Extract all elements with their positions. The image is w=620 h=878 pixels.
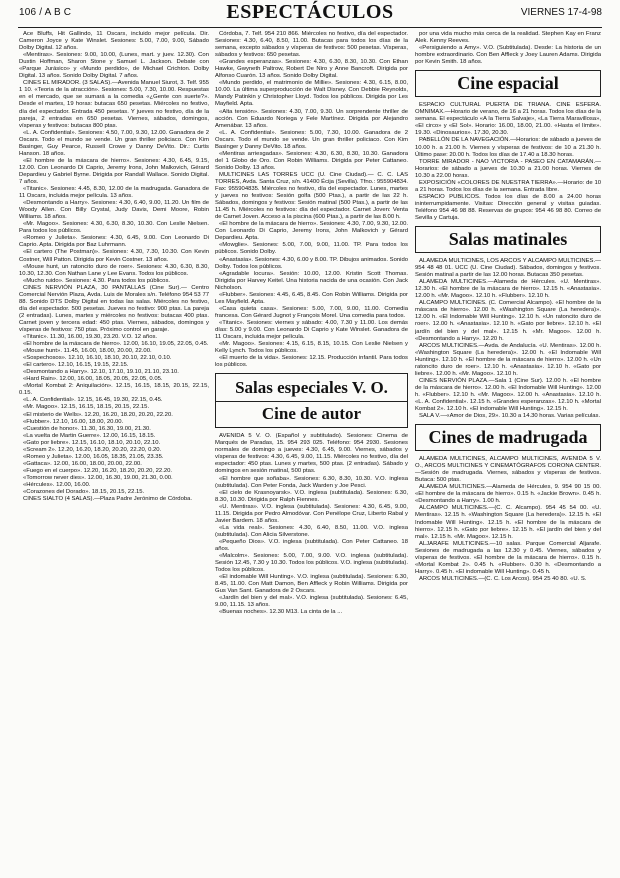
- listing-paragraph: «Desmontando a Harry». Sesiones: 4.30, 6.40, 9.00, 11.20. Un film de Woody Allen. Con Billy Crystal, Judy Davis, Demi Moore, Robin Williams. 18 años.: [19, 200, 209, 221]
- listing-paragraph: «Mortal Kombat 2: Aniquilación». 12.15, 16.15, 18.15, 20.15, 22.15, 0.15.: [19, 383, 209, 397]
- listing-group-3c: [415, 258, 601, 420]
- listing-paragraph: «Mr. Magoo». Sesiones: 4.30, 6.30, 8.30, 10.30. Con Leslie Nielsen. Para todos los públicos.: [19, 221, 209, 235]
- section-header-madrugada: [415, 424, 601, 451]
- listing-paragraph: «Mowglie». Sesiones: 5.00, 7.00, 9.00, 11.00. TP. Para todos los públicos. Sonido Dolby.: [215, 242, 408, 256]
- listing-paragraph: «Mouse hunt, un ratoncito duro de roer». Sesiones: 4.30, 6.30, 8.30, 10.30, 12.30. Con Nathan Lane y Lee Evans. Todos los públicos.: [19, 263, 209, 277]
- listing-paragraph: CINES SIALTO (4 SALAS).—Plaza Padre Jerónimo de Córdoba.: [23, 496, 193, 503]
- listing-paragraph: «Grandes esperanzas». Sesiones: 4.30, 6.30, 8.30, 10.30. Con Ethan Hawke, Gwyneth Paltrow, Robert De Niro y Anne Bancroft. Dirigida por Alfonso Cuarón. 13 años. Sonido Dolby Digital.: [215, 59, 408, 80]
- listing-paragraph: ESPACIO CULTURAL PUERTA DE TRIANA. CINE ESFERA. OMNIMAX.—Horario de verano, de 16 a 21 horas. Todos los días de la semana. El espectáculo «A la Tierra Salvaje», «La Tierra Maravillosa», «El circo» y «El Sol». Horario: 16.00, 18.00, 21.00. «Hasta el límite». 19.30. «Dinosaurios». 17.30, 20.30.: [415, 102, 601, 137]
- listing-paragraph: «Fuego en el cuerpo». 12.20, 16.20, 18.20, 20.20, 22.20.: [23, 467, 173, 474]
- listing-paragraph: «La vuelta de Martin Guerre». 12.00, 16.15, 18.15.: [23, 432, 156, 439]
- page-header: [0, 0, 620, 30]
- listing-paragraph: «Hércules». 12.00, 16.00.: [23, 482, 91, 488]
- listing-paragraph: «El hombre de la máscara de hierro». Sesiones: 4.30, 7.00, 9.30, 12.00. Con Leonardo Di Caprio, Jeremy Irons, John Malkovich y Gérard Depardieu. Apta.: [215, 221, 408, 242]
- listing-group-1: [19, 31, 209, 503]
- listing-paragraph: «Titanic». Sesiones: 4.45, 8.30, 12.00 de la madrugada. Ganadora de 11 Oscars, incluida mejor película. 13 años.: [19, 186, 209, 200]
- listing-paragraph: «El cielo de Krasnoyarsk». V.O. inglesa (subtitulada). Sesiones: 6.30, 8.30, 10.30. Dirigida por Ralph Fiennes.: [215, 489, 408, 503]
- listing-paragraph: ESPACIO PUBLICOS. Todos los días de 8.00 a 24.00 horas ininterrumpidamente. Visitas: Dirección general y visitas guiadas. Teléfono 954 46 98 88. Reservas de grupos: 954 46 98 80. Correo de Sevilla y Cartuja.: [415, 193, 601, 221]
- column-1: [19, 31, 209, 871]
- listing-paragraph: «Persiguiendo a Amy». V.O. (Subtitulada). Desde: La historia de un hombre extraordinario. Con Ben Affleck y Joey Lauren Adams. Dirigida por Kevin Smith. 18 años.: [415, 45, 601, 66]
- listing-paragraph: AVENIDA 5 V. O. (Español y subtitulado). Sesiones: Cinema de Marqués de Paradas, 15. 954 293 025. Teléfono: 954 2930. Sesiones normales de domingo a jueves: 4.30, 6.45, 9.00. Viernes, sábados y vísperas de festivos: 4.30, 6.45, 9.00, 11.15. Miércoles no festivo, día del espectador: 450 ptas. Lunes y martes, 500 ptas. (2 entradas). Sábado y domingos en sesión matinal, 500 ptas.: [215, 433, 408, 475]
- header-rule: [18, 27, 602, 28]
- section-header-matinales: [415, 226, 601, 253]
- listing-paragraph: «Titanic». 11.30, 16.00, 19.30, 23.20. V.O. 12 años.: [23, 334, 158, 341]
- listing-paragraph: ALAMEDA MULTICINES.—Alameda de Hércules. «U. Mentiras». 12.30 h. «El hombre de la máscara de hierro». 12.15 h. «Anastasia». 12.00 h. «Mr. Magoo». 12.10 h. «Flubber». 12.10 h.: [415, 279, 601, 300]
- listing-paragraph: «Agradable locura». Sesión: 10.00, 12.00. Kristin Scott Thomas. Dirigida por Harvey Keitel. Una historia nacida de una ocasión. Con Jack Nicholson.: [215, 270, 408, 291]
- listing-paragraph: «L. A. Confidential». 12.15, 16.45, 19.30, 22.15, 0.45.: [23, 397, 163, 404]
- listing-group-2b: [215, 433, 408, 616]
- listing-paragraph: «Mr. Magoo». Sesiones: 4.15, 6.15, 8.15, 10.15. Con Leslie Nielsen y Kelly Lynch. Todos los públicos.: [215, 341, 408, 355]
- listing-paragraph: ALAMEDA MULTICINES.—Alameda de Hércules, 9. 954 90 15 00. «El hombre de la máscara de hierro». 0.15 h. «Jackie Brown». 0.45 h. «Desmontando a Harry». 1.00 h.: [415, 484, 601, 505]
- listing-paragraph: ALJARAFE MULTICINES.—10 salas. Parque Comercial Aljarafe. Sesiones de madrugada a las 12.30 y 0.45. Viernes, sábados y vísperas de festivos. «El hombre de la máscara de hierro». 0.15 h. «Mortal Kombat 2». 0.45 h. «Flubber». 0.30 h. «Desmontando a Harry». 0.45 h. «El indomable Will Hunting». 0.45 h.: [415, 540, 601, 575]
- listing-paragraph: ARCOS MULTICINES.—Avda. de Andalucía. «U. Mentiras». 12.00 h. «Washington Square (La heredera)». 12.00 h. «El Indomable Will Hunting». 12.10 h. «El hombre de la máscara de hierro». 12.00 h. «Un ratoncito duro de roer». 12.10 h. «Anastasia». 12.10 h. «Gato por liebre». 12.00 h. «Mr. Magoo». 12.10 h.: [415, 342, 601, 377]
- listing-paragraph: «La vida real». Sesiones: 4.30, 6.40, 8.50, 11.00. V.O. inglesa (subtitulada). Con Alicia Silverstone.: [215, 524, 408, 538]
- listing-paragraph: «L. A. Confidential». Sesiones: 5.00, 7.30, 10.00. Ganadora de 2 Oscars. Todo el mundo se vende. Un gran thriller policiaco. Con Kim Basinger y Danny DeVito. 18 años.: [215, 129, 408, 150]
- listing-paragraph: «Hard Rain». 12.00, 16.00, 18.05, 20.05, 22.05, 0.05.: [23, 376, 163, 383]
- listing-paragraph: SALA V.—«Amor de Dios, 29». 10.30 a 14.30 horas. Varias películas.: [419, 413, 601, 420]
- listing-paragraph: «Scream 2». 12.20, 16.20, 18.20, 20.20, 22.20, 0.20.: [23, 446, 162, 453]
- listing-paragraph: «Casa quieta casa». Sesiones: 5.00, 7.00, 9.00, 11.00. Comedia francesa. Con Gérard Jugnot y François Morel. Una comedia para todos.: [215, 305, 408, 319]
- section-title: ESPECTÁCULOS: [226, 1, 394, 23]
- listing-paragraph: «El indomable Will Hunting». V.O. inglesa (subtitulada). Sesiones: 6.30, 8.45, 11.00. Con Matt Damon, Ben Affleck y Robin Williams. Dirigida por Gus Van Sant. Ganadora de 2 Oscars.: [215, 574, 408, 595]
- listing-paragraph: «Mucho ruido». Sesiones: 4.30. Para todos los públicos.: [23, 277, 171, 284]
- listing-paragraph: ALAMEDA MULTICINES, LOS ARCOS Y ALCAMPO MULTICINES.—954 48 48 01. UCC (U. Cine Ciudad). Sábados, domingos y festivos. Sesión matinal a partir de las 12.00 horas. Butacas 350 pesetas.: [415, 258, 601, 279]
- listing-group-3a: [415, 31, 601, 66]
- section-header-vo: [215, 373, 408, 428]
- listing-paragraph: PABELLÓN DE LA NAVEGACIÓN.—Horarios: de sábado a jueves de 10.00 h. a 21.00 h. Viernes y vísperas de festivos: de 10 a 21.30 h. Último pase: 20.00 h. Todos los días de 17.40 a 18.30 horas.: [415, 137, 601, 158]
- listing-paragraph: «Pequeño Dios». V.O. inglesa (subtitulada). Con Peter Cattaneo. 18 años.: [215, 538, 408, 552]
- listing-group-3d: [415, 456, 601, 583]
- listing-paragraph: «Mentiras arriesgadas». Sesiones: 4.30, 6.30, 8.30, 10.30. Ganadora del 1 Globo de Oro. Con Robin Williams. Dirigida por Peter Cattaneo. Sonido Dolby. 13 años.: [215, 150, 408, 171]
- listing-paragraph: «El misterio de Wells». 12.20, 16.20, 18.20, 20.20, 22.20.: [23, 411, 173, 418]
- section-title-madrugada: Cines de madrugada: [428, 427, 588, 448]
- listing-paragraph: «Mouse hunt». 11.45, 16.00, 18.00, 20.00, 22.00.: [23, 348, 152, 355]
- listing-paragraph: «El hombre que soñaba». Sesiones: 6.30, 8.30, 10.30. V.O. inglesa (subtitulada). Con Peter Fonda, Jack Warden y Joe Pesci.: [215, 475, 408, 489]
- listing-paragraph: «El hombre de la máscara de hierro». 12.00, 16.10, 19.05, 22.05, 0.45.: [23, 341, 209, 348]
- section-title-autor: Cine de autor: [216, 401, 407, 423]
- listing-paragraph: «Tomorrow never dies». 12.00, 16.30, 19.00, 21.30, 0.00.: [23, 474, 173, 481]
- section-title-vo: Salas especiales V. O.: [235, 378, 388, 398]
- column-3: [415, 31, 601, 871]
- listing-paragraph: «Romeo y Julieta». 12.00, 16.05, 18.35, 21.05, 23.35.: [23, 453, 164, 460]
- listing-paragraph: CINES NERVIÓN PLAZA, 30 PANTALLAS (Cine Sur).— Centro Comercial Nervión Plaza, Avda. Luis de Morales s/n. Teléfono 954 53 77 88. Sonido DTS Dolby Digital en todas las salas. Miércoles no festivo, día del espectador. 500 pesetas. Jueves no festivo: 900 ptas. La pareja (2 entradas). Lunes, martes y miércoles no festivos: butacas 400 ptas. Carnet joven y tercera edad: 450 ptas. Viernes, sábados, domingos y vísperas de festivos: 750 ptas. Próximo control en garaje.: [19, 284, 209, 333]
- listing-paragraph: «Romeo y Julieta». Sesiones: 4.30, 6.45, 9.00. Con Leonardo Di Caprio. Apta. Dirigida por Baz Luhrmann.: [19, 235, 209, 249]
- listing-paragraph: ALCAMPO MULTICINES. (C. Comercial Alcampo). «El hombre de la máscara de hierro». 12.00 h. «Washington Square (La heredera)». 12.00 h. «El Indomable Will Hunting». 12.10 h. «Un ratoncito duro de roer». 12.00 h. «Anastasia». 12.10 h. «Gato por liebre». 12.10 h. «El jardín del bien y del mal». 12.15 h. «Mr. Magoo». 12.00 h. «Desmontando a Harry». 12.20 h.: [415, 300, 601, 342]
- listing-paragraph: por una vida mucho más cerca de la realidad. Stephen Kay en Franz Alek. Kenny Reeves.: [415, 31, 601, 45]
- listing-paragraph: «Titanic». Sesiones: viernes y sábado: 4.00, 7.30 y 11.00. Los demás días: 5.00 y 9.00. Con Leonardo Di Caprio y Kate Winslet. Ganadora de 11 Oscars, incluida mejor película.: [215, 319, 408, 341]
- listing-paragraph: «Alta tensión». Sesiones: 4.30, 7.00, 9.30. Un sorprendente thriller de acción. Con Eduardo Noriega y Fele Martínez. Dirigida por Alejandro Amenábar. 13 años.: [215, 108, 408, 129]
- listing-paragraph: «Mundo perdido, el matrimonio de Millie». Sesiones: 4.30, 6.15, 8.00, 10.00. La última superproducción de Walt Disney. Con Debbie Reynolds, Mandy Patinkin y Christopher Lloyd. Todos los públicos. Dirigida por Les Mayfield. Apta.: [215, 80, 408, 108]
- listing-paragraph: «Flubber». Sesiones: 4.45, 6.45, 8.45. Con Robin Williams. Dirigida por Les Mayfield. Apta.: [215, 291, 408, 305]
- section-title-matinales: Salas matinales: [448, 229, 568, 250]
- listing-paragraph: ALCAMPO MULTICINES.—(C. C. Alcampo). 954 45 54 00. «U. Mentiras». 12.15 h. «Washington Square (La heredera)». 12.15 h. «El Indomable Will Hunting». 12.15 h. «El hombre de la máscara de hierro». 12.15 h. «Gato por liebre». 12.15 h. «El jardín del bien y del mal». 12.15 h. «Mr. Magoo». 12.15 h.: [415, 505, 601, 540]
- listing-paragraph: «El hombre de la máscara de hierro». Sesiones: 4.30, 6.45, 9.15, 12.00. Con Leonardo Di Caprio, Jeremy Irons, John Malkovich, Gérard Depardieu y Gabriel Byrne. Dirigida por Randall Wallace. Sonido Digital. 7 años.: [19, 157, 209, 185]
- listing-paragraph: ARCOS MULTICINES.—(C. C. Los Arcos). 954 25 40 80. «U. S.: [419, 575, 587, 582]
- listing-paragraph: EXPOSICIÓN «COLORES DE NUESTRA TIERRA».—Horario: de 10 a 21 horas. Todos los días de la semana. Entrada libre.: [415, 179, 601, 193]
- listing-paragraph: «Desmontando a Harry». 12.10, 17.10, 19.10, 21.10, 23.10.: [23, 369, 179, 376]
- listing-group-3b: [415, 102, 601, 222]
- listing-paragraph: «Mentiras». Sesiones: 9.00, 10.00, (Lunes, mart. y juev. 12.30). Con Dustin Hoffman, Sharon Stone y Samuel L. Jackson. Debate con «Parque Jurásico» y «Mundo perdido», de Michael Crichton. Dolby Digital. 13 años. Sonido Dolby Digital. 7 años.: [19, 52, 209, 80]
- listing-paragraph: «Flubber». 12.10, 16.00, 18.00, 20.00.: [23, 418, 124, 425]
- section-header-espacial: [415, 70, 601, 97]
- listing-paragraph: «Corazones del Dorado». 18.15, 20.15, 22.15.: [23, 489, 145, 496]
- listing-paragraph: «Gato por liebre». 12.15, 16.10, 18.10, 20.10, 22.10.: [23, 439, 161, 446]
- listing-paragraph: Ace Bluffs, Hit Gallindo, 11 Oscars, incluido mejor película. Dir. Cameron Joyce y Kate Winslet. Sesiones: 5.00, 7.00, 9.00, Sábado Dolby Digital. 12 años.: [19, 31, 209, 52]
- listing-paragraph: «Cuestión de honor». 11.30, 16.30, 19.00, 21.30.: [23, 425, 151, 432]
- listing-group-2a: [215, 31, 408, 369]
- listing-paragraph: «Jardín del bien y del mal». V.O. inglesa (subtitulada). Sesiones: 6.45, 9.00, 11.15. 13 años.: [215, 595, 408, 609]
- listing-paragraph: «Anastasia». Sesiones: 4.30, 6.00 y 8.00. TP. Dibujos animados. Sonido Dolby. Todos los públicos.: [215, 256, 408, 270]
- listing-paragraph: «Buenas noches». 12.30 M13. La cinta de la ...: [219, 609, 343, 616]
- column-2: [215, 31, 408, 871]
- listing-paragraph: ALAMEDA MULTICINES, ALCAMPO MULTICINES, AVENIDA 5 V. O., ARCOS MULTICINES Y CINEMATÓGRAFOS CORONA CENTER.—Sesión de madrugada. Viernes, sábados y vísperas de festivos. Butaca: 500 ptas.: [415, 456, 601, 484]
- listing-paragraph: «Sospechosos». 12.10, 16.10, 18.10, 20.10, 22.10, 0.10.: [23, 355, 172, 362]
- listing-paragraph: «El cartero». 12.10, 16.15, 19.15, 22.15.: [23, 362, 129, 369]
- listing-paragraph: CINES EL MIRADOR. (3 SALAS).—Avenida Manuel Siurot, 3. Telf. 955 1 10. «Teoria de la atracción». Sesiones: 5.00, 7.30, 10.00. Respuestas en el mercado, que se sumará a la comedia «¿Gente con suerte?». Desde el martes, 19 horas: butacas 650 pesetas. Miércoles no festivo, día del espectador. Entrada 450 pesetas. Y jueves no festivo, día de la pareja, 2 entradas en 650 pesetas. Viernes, sábados, domingos, vísperas y festivos: butacas 800 ptas.: [19, 80, 209, 129]
- listing-paragraph: Córdoba, 7. Telf. 954 210 866. Miércoles no festivo, día del espectador. Sesiones: 4.30, 6.40, 8.50, 11.00. Butacas para todos los días de la semana, excepto sábados y vísperas de festivos: 500 pesetas. Vísperas, sábados y festivos: 650 pesetas.: [215, 31, 408, 59]
- date-label: VIERNES 17-4-98: [520, 7, 602, 18]
- listing-paragraph: «El cartero (The Postman)». Sesiones: 4.30, 7.30, 10.30. Con Kevin Costner, Will Patton. Dirigida por Kevin Costner. 13 años.: [19, 249, 209, 263]
- listing-paragraph: CINES NERVIÓN PLAZA.—Sala 1 (Cine Sur). 12.00 h. «El hombre de la máscara de hierro». 12.00 h. «El Indomable Will Hunting». 12.00 h. «Flubber». 12.10 h. «Mr. Magoo». 12.00 h. «Anastasia». 12.10 h. «L. A. Confidential». 12.15 h. «Grandes esperanzas». 12.10 h. «Mortal Kombat 2». 12.10 h. «El indomable Will Hunting». 12.15 h.: [415, 377, 601, 413]
- listing-paragraph: MULTICINES LAS TORRES UCC (U. Cine Ciudad).— C. C. LAS TORRES, Avda. Santa Cruz, s/n. 41400 Écija (Sevilla). Tfno.: 955904834. Fax: 955904835. Miércoles no festivo, día del espectador. Lunes, martes y jueves no festivos: Sesión golfa (500 Ptas.), a partir de las 22 h. Sábados, domingos y festivos: Sesión matinal (500 Ptas.), a partir de las 11.45 h. Miércoles no festivos: día del espectador. Carnet Joven: Venta de Carnet Joven. Acceso a la piscina (600 Ptas.), a partir de las 8.00 h.: [215, 171, 408, 221]
- listing-paragraph: «U. Mentiras». V.O. inglesa (subtitulada). Sesiones: 4.30, 6.45, 9.00, 11.15. Dirigida por Pedro Almodóvar. Con Penélope Cruz, Liberto Rabal y Javier Bardem. 18 años.: [215, 503, 408, 524]
- page-label: 106 / A B C: [19, 7, 72, 18]
- listing-paragraph: «Malcolm». Sesiones: 5.00, 7.00, 9.00. V.O. inglesa (subtitulada). Sesión 12.45, 7.30 y 10.30. Todos los públicos. V.O. inglesa (subtitulada). Todos los públicos.: [215, 553, 408, 574]
- listing-paragraph: TORRE MIRADOR - NAO VICTORIA - PASEO EN CATAMARÁN.—Horarios: de sábado a jueves de 10.30 a 21.00 horas. Viernes de 10.30 a 22.00 horas.: [415, 158, 601, 179]
- listing-paragraph: «Gattaca». 12.00, 16.00, 18.00, 20.00, 22.00.: [23, 460, 142, 467]
- section-title-espacial: Cine espacial: [457, 73, 559, 94]
- listing-paragraph: «L. A. Confidential». Sesiones: 4.50, 7.00, 9.30, 12.00. Ganadora de 2 Oscars. Todo el mundo se vende. Un gran thriller policiaco. Con Kim Basinger, Guy Pearce, Russell Crowe y Danny DeVito. Dir.: Curtis Hanson. 18 años.: [19, 129, 209, 157]
- listing-paragraph: «Mr. Magoo». 12.15, 16.15, 18.15, 20.15, 22.15.: [23, 404, 150, 411]
- listing-paragraph: «El muerto de la vida». Sesiones: 12.15. Producción infantil. Para todos los públicos.: [215, 355, 408, 369]
